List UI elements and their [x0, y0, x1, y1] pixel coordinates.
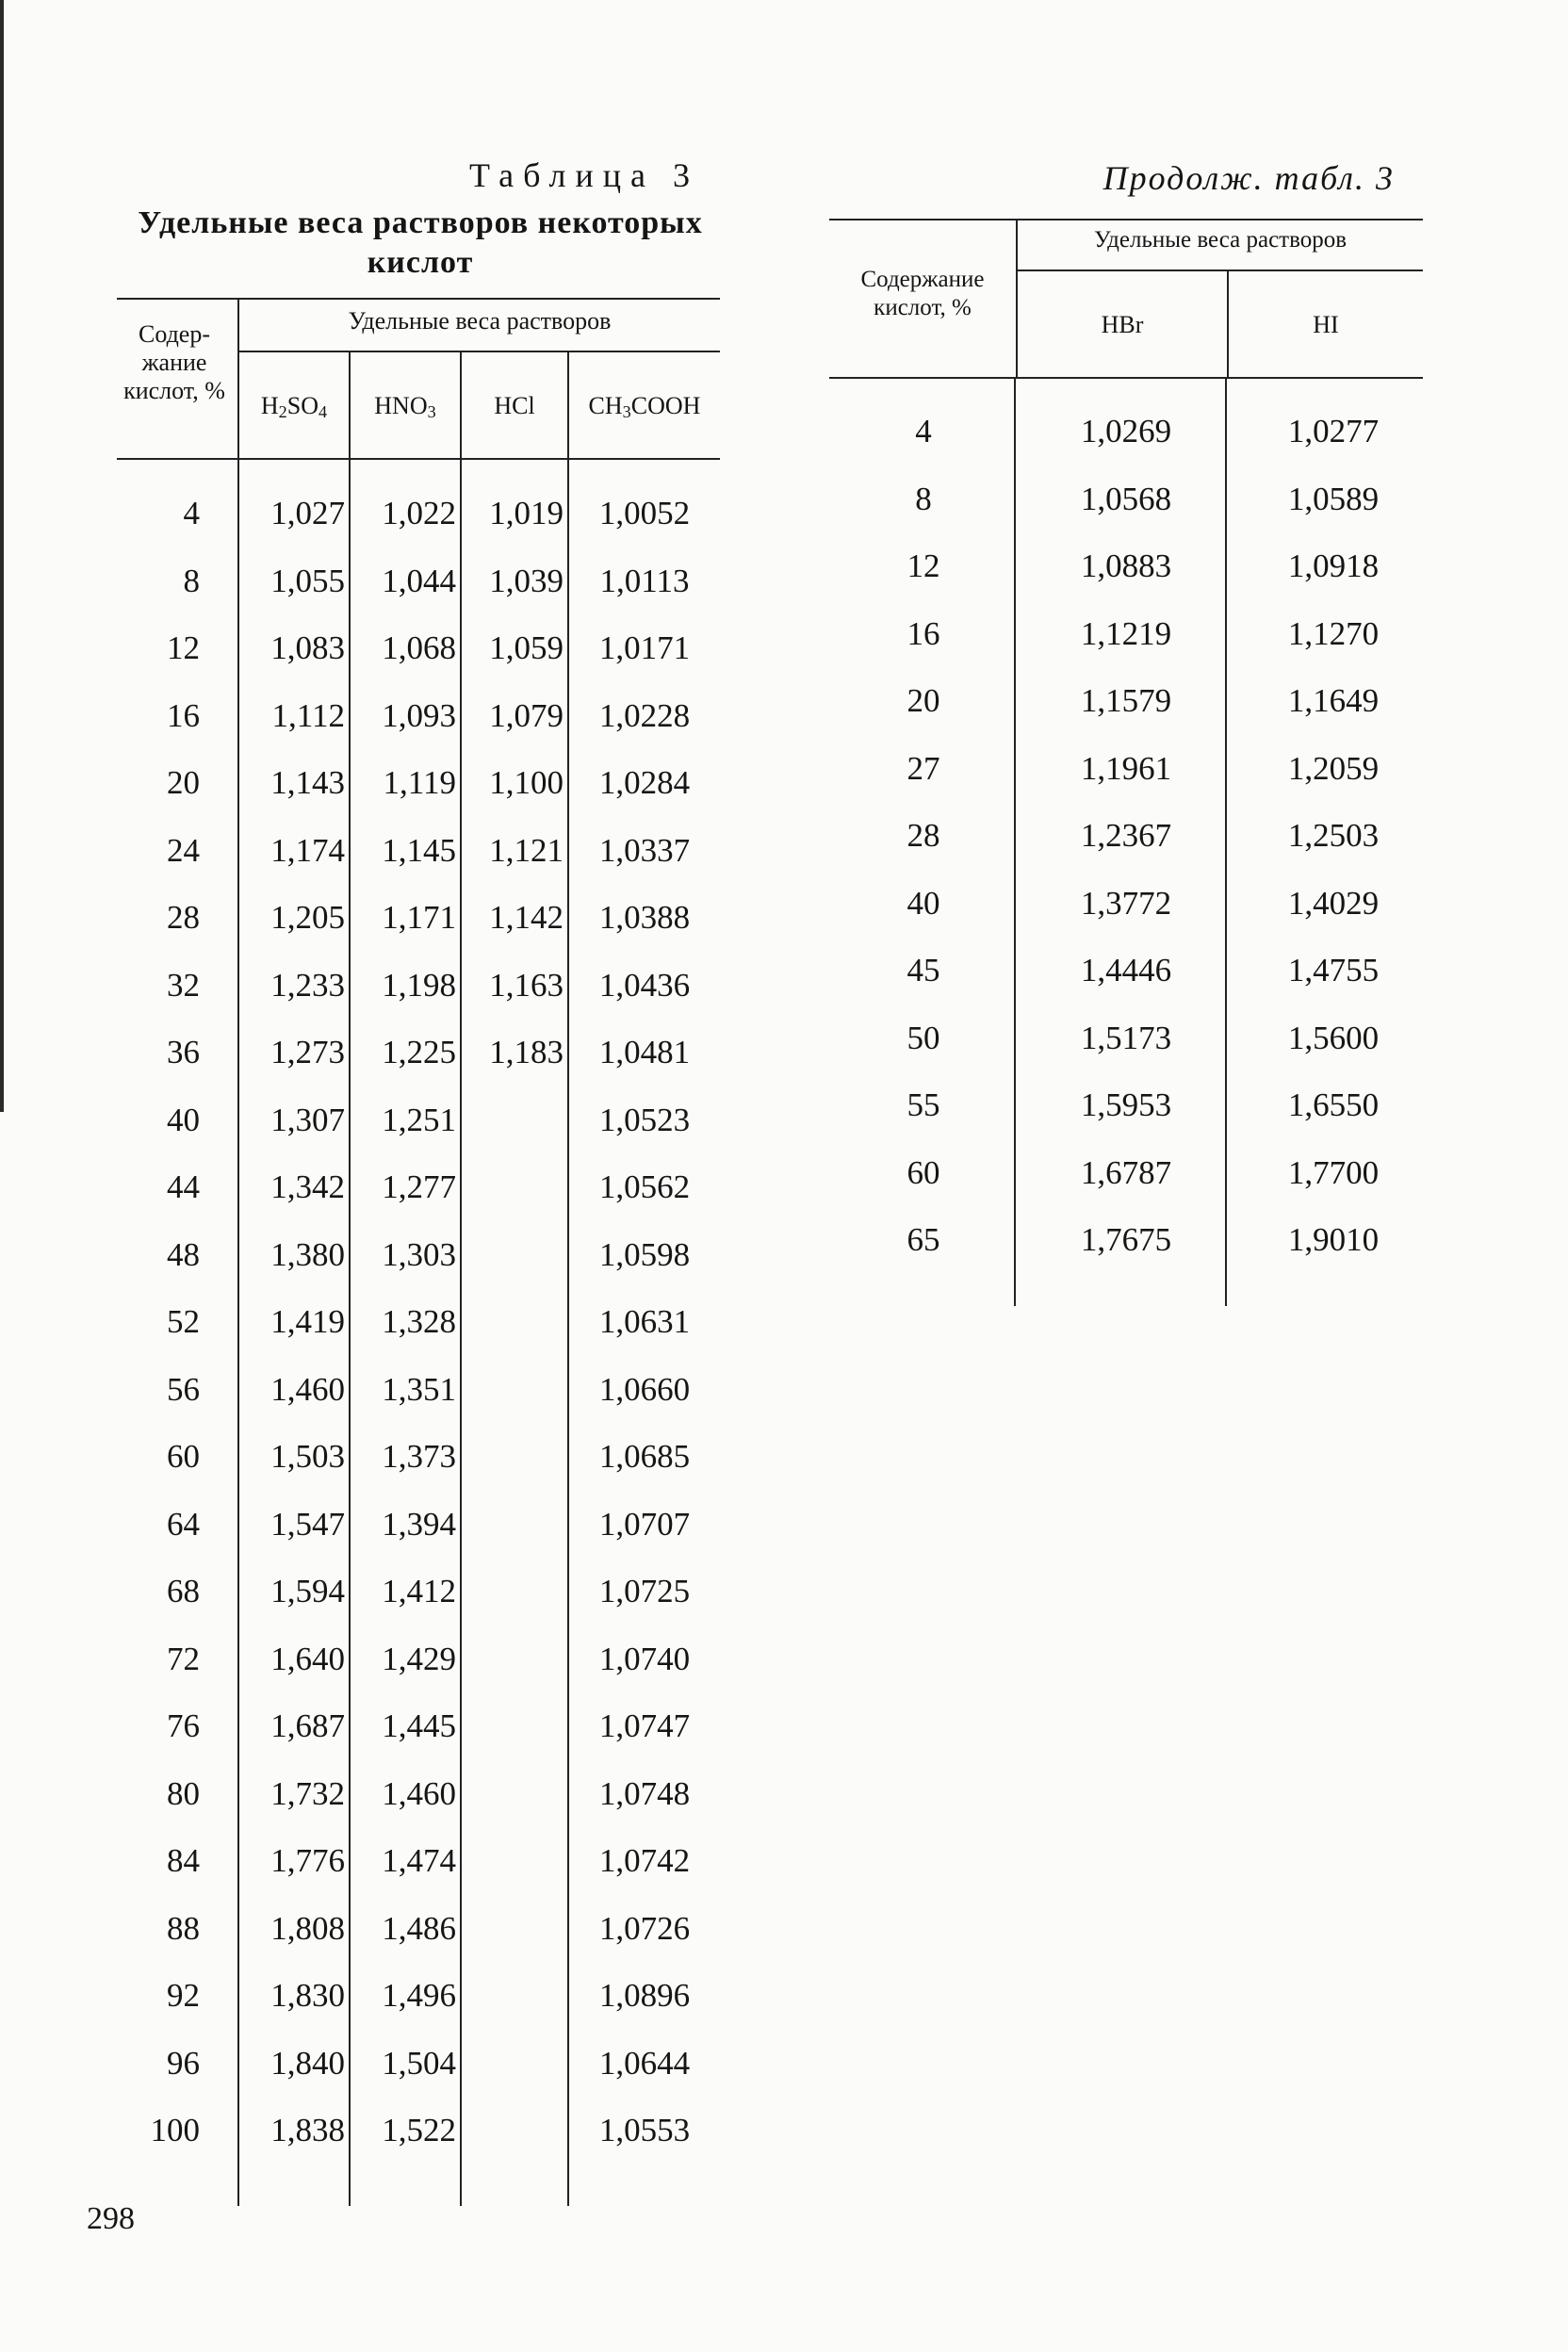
table-cell: 1,0896: [598, 1977, 691, 2014]
table-cell: 1,380: [270, 1235, 345, 1273]
header-content-percent: Содер-жание кислот, %: [123, 320, 225, 404]
column-divider: [1225, 379, 1227, 1306]
table-cell: 1,0644: [598, 2044, 691, 2082]
row-percent: 20: [906, 682, 940, 719]
row-percent: 92: [167, 1977, 200, 2014]
table-cell: 1,225: [382, 1034, 456, 1070]
table-cell: 1,4755: [1287, 952, 1380, 988]
table-cell: 1,474: [382, 1842, 456, 1879]
table-cell: 1,5173: [1080, 1019, 1172, 1056]
table-cell: 1,840: [270, 2044, 345, 2082]
table-cell: 1,732: [270, 1774, 345, 1812]
table-cell: 1,2503: [1287, 817, 1380, 854]
table-cell: 1,419: [270, 1303, 345, 1340]
table-cell: 1,373: [382, 1438, 456, 1475]
table-cell: 1,6550: [1287, 1086, 1380, 1123]
row-percent: 96: [167, 2044, 200, 2082]
row-percent: 12: [906, 547, 940, 584]
table-cell: 1,079: [489, 696, 564, 734]
row-percent: 16: [167, 696, 200, 734]
table-cell: 1,093: [382, 696, 456, 734]
table-cell: 1,119: [383, 764, 456, 801]
table-cell: 1,044: [382, 562, 456, 599]
table-cell: 1,0660: [598, 1370, 691, 1408]
table-rule-top: [117, 298, 720, 300]
table-cell: 1,5953: [1080, 1086, 1172, 1123]
table-cell: 1,0562: [598, 1168, 691, 1205]
table-cell: 1,342: [270, 1168, 345, 1205]
table-cell: 1,039: [489, 562, 564, 599]
header-group-rule: [1018, 270, 1423, 271]
row-percent: 88: [167, 1909, 200, 1947]
table-cell: 1,460: [382, 1774, 456, 1812]
table-cell: 1,0726: [598, 1909, 691, 1947]
table-cell: 1,687: [270, 1707, 345, 1744]
row-percent: 20: [167, 764, 200, 801]
table-cell: 1,019: [489, 495, 564, 531]
table-cell: 1,3772: [1080, 884, 1172, 922]
table-cell: 1,0747: [598, 1707, 691, 1744]
row-percent: 60: [906, 1153, 940, 1191]
table-cell: 1,838: [270, 2112, 345, 2148]
table-cell: 1,205: [270, 899, 345, 936]
row-percent: 64: [167, 1505, 200, 1543]
table-cell: 1,0589: [1287, 480, 1380, 517]
row-percent: 80: [167, 1774, 200, 1812]
table-cell: 1,0685: [598, 1438, 691, 1475]
row-percent: 76: [167, 1707, 200, 1744]
table-cell: 1,460: [270, 1370, 345, 1408]
row-percent: 8: [915, 480, 932, 517]
row-percent: 40: [167, 1101, 200, 1138]
row-percent: 68: [167, 1573, 200, 1609]
table-cell: 1,4446: [1080, 952, 1172, 988]
table-cell: 1,0113: [599, 562, 690, 599]
column-divider: [1014, 379, 1016, 1306]
row-percent: 4: [915, 413, 932, 449]
table-cell: 1,083: [270, 629, 345, 666]
row-percent: 28: [906, 817, 940, 854]
table-cell: 1,273: [270, 1034, 345, 1070]
table-cell: 1,640: [270, 1640, 345, 1677]
table-continuation-label: Продолж. табл. 3: [1102, 159, 1395, 197]
table-cell: 1,233: [270, 966, 345, 1004]
table-cell: 1,100: [489, 764, 564, 801]
table-cell: 1,445: [382, 1707, 456, 1744]
row-percent: 8: [183, 562, 200, 599]
table-cell: 1,2367: [1080, 817, 1172, 854]
row-percent: 55: [906, 1086, 940, 1123]
row-percent: 100: [150, 2112, 200, 2148]
table-cell: 1,1579: [1080, 682, 1172, 719]
row-percent: 40: [906, 884, 940, 922]
table-cell: 1,0725: [598, 1573, 691, 1609]
table-cell: 1,143: [270, 764, 345, 801]
table-cell: 1,174: [270, 831, 345, 869]
table-cell: 1,2059: [1287, 749, 1380, 787]
header-group-rule: [239, 351, 720, 352]
table-cell: 1,0883: [1080, 547, 1172, 584]
row-percent: 24: [167, 831, 200, 869]
table-cell: 1,0553: [598, 2112, 691, 2148]
page-number: 298: [87, 2201, 135, 2236]
table-cell: 1,059: [489, 629, 564, 666]
table-cell: 1,1961: [1080, 749, 1172, 787]
table-cell: 1,277: [382, 1168, 456, 1205]
column-header-hcl: HCl: [494, 392, 535, 419]
header-bottom-rule: [117, 458, 720, 460]
header-specific-gravity: Удельные веса растворов: [348, 307, 612, 335]
table-cell: 1,6787: [1080, 1153, 1172, 1191]
table-cell: 1,0707: [598, 1505, 691, 1543]
table-cell: 1,776: [270, 1842, 345, 1879]
table-cell: 1,0171: [598, 629, 691, 666]
table-cell: 1,1270: [1287, 614, 1380, 652]
table-cell: 1,0052: [598, 495, 691, 531]
table-cell: 1,594: [270, 1573, 345, 1609]
table-rule-top: [829, 219, 1423, 220]
table-cell: 1,504: [382, 2044, 456, 2082]
table-cell: 1,0568: [1080, 480, 1172, 517]
row-percent: 44: [167, 1168, 200, 1205]
row-percent: 60: [167, 1438, 200, 1475]
table-cell: 1,0918: [1287, 547, 1380, 584]
table-cell: 1,307: [270, 1101, 345, 1138]
table-cell: 1,0481: [598, 1034, 691, 1070]
table-cell: 1,394: [382, 1505, 456, 1543]
table-cell: 1,0337: [598, 831, 691, 869]
row-percent: 65: [906, 1221, 940, 1258]
table-cell: 1,4029: [1287, 884, 1380, 922]
table-cell: 1,496: [382, 1977, 456, 2014]
row-percent: 36: [167, 1034, 200, 1070]
table-cell: 1,547: [270, 1505, 345, 1543]
table-cell: 1,0284: [598, 764, 691, 801]
row-percent: 72: [167, 1640, 200, 1677]
row-percent: 27: [906, 749, 940, 787]
table-cell: 1,183: [489, 1034, 564, 1070]
table-cell: 1,0742: [598, 1842, 691, 1879]
header-specific-gravity: Удельные веса растворов: [1093, 227, 1348, 253]
table-cell: 1,0388: [598, 899, 691, 936]
table-cell: 1,5600: [1287, 1019, 1380, 1056]
table-cell: 1,171: [382, 899, 456, 936]
table-cell: 1,163: [489, 966, 564, 1004]
table-cell: 1,198: [382, 966, 456, 1004]
table-title: Удельные веса растворов некоторых кислот: [138, 205, 703, 280]
table-cell: 1,429: [382, 1640, 456, 1677]
table-cell: 1,251: [382, 1101, 456, 1138]
table-cell: 1,522: [382, 2112, 456, 2148]
header-content-percent: Содержание кислот, %: [860, 267, 985, 320]
table-cell: 1,0740: [598, 1640, 691, 1677]
table-cell: 1,412: [382, 1573, 456, 1609]
table-cell: 1,0523: [598, 1101, 691, 1138]
column-divider: [237, 300, 239, 458]
column-header-hbr: HBr: [1101, 311, 1144, 338]
table-cell: 1,9010: [1287, 1221, 1380, 1258]
table-cell: 1,0277: [1287, 413, 1380, 449]
column-header-h2so4: $H_2SO_4$: [260, 392, 328, 421]
table-cell: 1,7700: [1287, 1153, 1380, 1191]
row-percent: 12: [167, 629, 200, 666]
row-percent: 28: [167, 899, 200, 936]
table-cell: 1,0631: [598, 1303, 691, 1340]
column-header-hno3: $HNO_3$: [374, 392, 436, 421]
column-divider: [1016, 220, 1018, 377]
row-percent: 4: [183, 495, 200, 531]
table-cell: 1,112: [271, 696, 345, 734]
row-percent: 56: [167, 1370, 200, 1408]
table-cell: 1,0228: [598, 696, 691, 734]
row-percent: 84: [167, 1842, 200, 1879]
table-cell: 1,503: [270, 1438, 345, 1475]
table-cell: 1,121: [489, 831, 564, 869]
page-edge-shadow: [0, 0, 4, 1112]
row-percent: 48: [167, 1235, 200, 1273]
table-cell: 1,027: [270, 495, 345, 531]
row-percent: 16: [906, 614, 940, 652]
table-cell: 1,7675: [1080, 1221, 1172, 1258]
header-bottom-rule: [829, 377, 1423, 379]
table-cell: 1,0269: [1080, 413, 1172, 449]
column-header-ch3cooh: $CH_3COOH$: [588, 392, 701, 421]
row-percent: 50: [906, 1019, 940, 1056]
table-cell: 1,055: [270, 562, 345, 599]
row-percent: 32: [167, 966, 200, 1004]
table-cell: 1,808: [270, 1909, 345, 1947]
table-label: Таблица 3: [469, 156, 699, 194]
table-cell: 1,0598: [598, 1235, 691, 1273]
table-cell: 1,068: [382, 629, 456, 666]
table-cell: 1,351: [382, 1370, 456, 1408]
column-header-hi: HI: [1313, 311, 1339, 338]
table-cell: 1,303: [382, 1235, 456, 1273]
table-cell: 1,1219: [1080, 614, 1172, 652]
table-cell: 1,0436: [598, 966, 691, 1004]
table-cell: 1,328: [382, 1303, 456, 1340]
table-cell: 1,486: [382, 1909, 456, 1947]
table-cell: 1,830: [270, 1977, 345, 2014]
table-cell: 1,022: [382, 495, 456, 531]
row-percent: 45: [906, 952, 940, 988]
table-cell: 1,145: [382, 831, 456, 869]
table-cell: 1,0748: [598, 1774, 691, 1812]
table-cell: 1,1649: [1287, 682, 1380, 719]
table-cell: 1,142: [489, 899, 564, 936]
row-percent: 52: [167, 1303, 200, 1340]
